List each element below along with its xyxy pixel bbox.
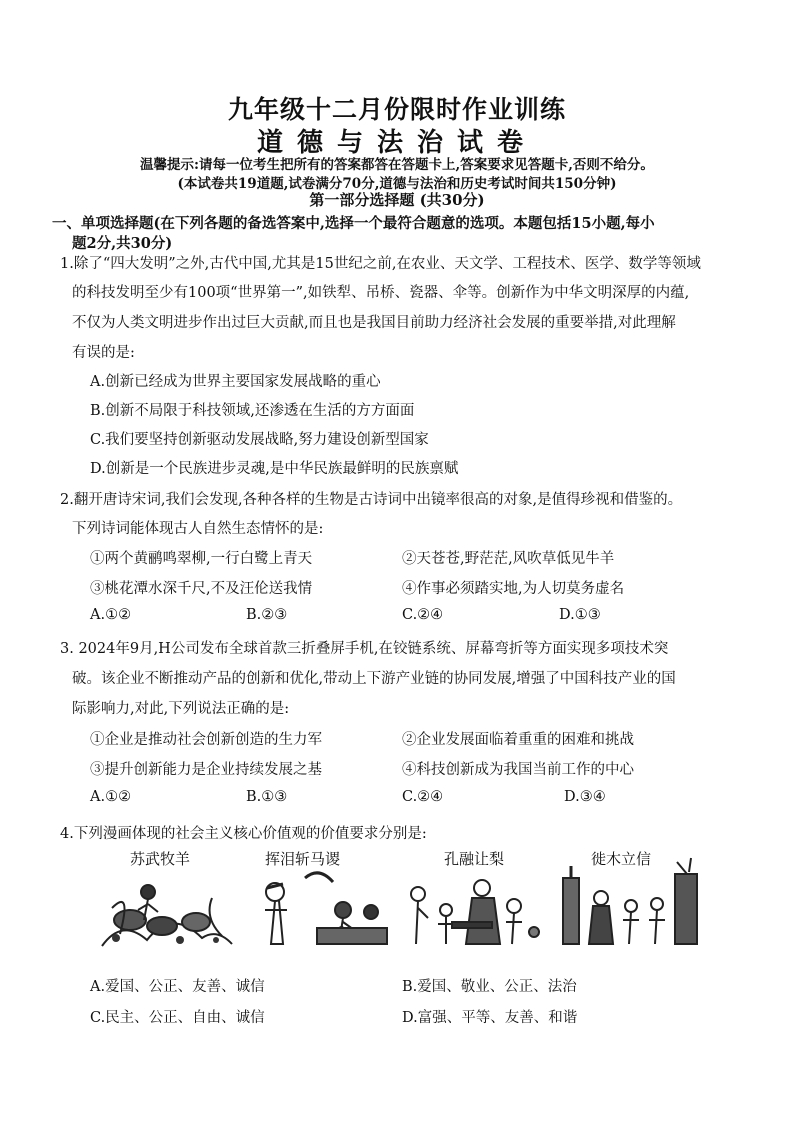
part-heading: 第一部分选择题 (共30分) [309, 191, 485, 209]
q1-option-a: A.创新已经成为世界主要国家发展战略的重心 [90, 374, 381, 390]
q2-stem-line-2: 下列诗词能体现古人自然生态情怀的是: [72, 521, 324, 537]
q3-choice-a: A.①② [90, 789, 132, 805]
q4-option-b: B.爱国、敬业、公正、法治 [402, 979, 577, 995]
q3-choice-c: C.②④ [402, 789, 444, 805]
q3-item-1: ①企业是推动社会创新创造的生力军 [90, 732, 322, 748]
pear-sharing-illustration [402, 848, 547, 952]
q4-stem: 4.下列漫画体现的社会主义核心价值观的价值要求分别是: [60, 826, 427, 842]
execution-illustration [247, 848, 392, 952]
q4-option-a: A.爱国、公正、友善、诚信 [90, 979, 265, 995]
q2-choice-b: B.②③ [246, 607, 288, 623]
reminder-note: 温馨提示:请每一位考生把所有的答案都答在答题卡上,答案要求见答题卡,否则不给分。 [140, 157, 654, 173]
q3-stem-line-2: 破。该企业不断推动产品的创新和优化,带动上下游产业链的协同发展,增强了中国科技产业的国 [72, 671, 676, 687]
q2-choice-c: C.②④ [402, 607, 444, 623]
q3-stem-line-3: 际影响力,对此,下列说法正确的是: [72, 701, 290, 717]
exam-title: 九年级十二月份限时作业训练 [227, 95, 566, 124]
shepherd-illustration [92, 848, 237, 952]
q1-stem-line-1: 1.除了“四大发明”之外,古代中国,尤其是15世纪之前,在农业、天文学、工程技术、医学、数学等领域 [60, 256, 701, 272]
cartoon-xu-mu [557, 848, 702, 952]
q2-item-4: ④作事必须踏实地,为人切莫务虚名 [402, 581, 625, 597]
q1-option-b: B.创新不局限于科技领域,还渗透在生活的方方面面 [90, 403, 415, 419]
cartoon-kong-rong [402, 848, 547, 952]
q3-item-2: ②企业发展面临着重重的困难和挑战 [402, 732, 634, 748]
q1-stem-line-4: 有误的是: [72, 345, 135, 361]
q1-option-d: D.创新是一个民族进步灵魂,是中华民族最鲜明的民族禀赋 [90, 461, 459, 477]
q1-stem-line-3: 不仅为人类文明进步作出过巨大贡献,而且也是我国目前助力经济社会发展的重要举措,对此理解 [72, 315, 676, 331]
q4-cartoon-strip [92, 848, 704, 952]
exam-info: (本试卷共19道题,试卷满分70分,道德与法治和历史考试时间共150分钟) [177, 176, 617, 192]
q2-item-2: ②天苍苍,野茫茫,风吹草低见牛羊 [402, 551, 615, 567]
q1-stem-line-2: 的科技发明至少有100项“世界第一”,如铁犁、吊桥、瓷器、伞等。创新作为中华文明深厚的内蕴, [72, 285, 690, 301]
exam-subject: 道德与法治试卷 [256, 128, 537, 158]
cartoon-caption-1: 苏武牧羊 [130, 850, 191, 868]
cartoon-su-wu [92, 848, 237, 952]
q3-item-4: ④科技创新成为我国当前工作的中心 [402, 762, 634, 778]
q2-choice-d: D.①③ [559, 607, 601, 623]
q2-stem-line-1: 2.翻开唐诗宋词,我们会发现,各种各样的生物是古诗词中出镜率很高的对象,是值得珍视和借鉴的。 [60, 492, 683, 508]
cartoon-ma-su [247, 848, 392, 952]
log-moving-illustration [557, 848, 702, 952]
q3-stem-line-1: 3. 2024年9月,H公司发布全球首款三折叠屏手机,在铰链系统、屏幕弯折等方面实现多项技术突 [60, 641, 669, 657]
q2-item-1: ①两个黄鹂鸣翠柳,一行白鹭上青天 [90, 551, 313, 567]
q2-choice-a: A.①② [90, 607, 132, 623]
q4-option-d: D.富强、平等、友善、和谐 [402, 1010, 578, 1026]
q3-choice-d: D.③④ [564, 789, 606, 805]
q3-item-3: ③提升创新能力是企业持续发展之基 [90, 762, 322, 778]
q2-item-3: ③桃花潭水深千尺,不及汪伦送我情 [90, 581, 313, 597]
q3-choice-b: B.①③ [246, 789, 288, 805]
q4-option-c: C.民主、公正、自由、诚信 [90, 1010, 265, 1026]
cartoon-caption-4: 徙木立信 [591, 850, 652, 868]
q1-option-c: C.我们要坚持创新驱动发展战略,努力建设创新型国家 [90, 432, 429, 448]
cartoon-caption-3: 孔融让梨 [444, 850, 505, 868]
instructions-line-1: 一、单项选择题(在下列各题的备选答案中,选择一个最符合题意的选项。本题包括15小题,每小 [52, 215, 655, 232]
cartoon-caption-2: 挥泪斩马谡 [265, 850, 341, 868]
instructions-line-2: 题2分,共30分) [72, 235, 173, 252]
